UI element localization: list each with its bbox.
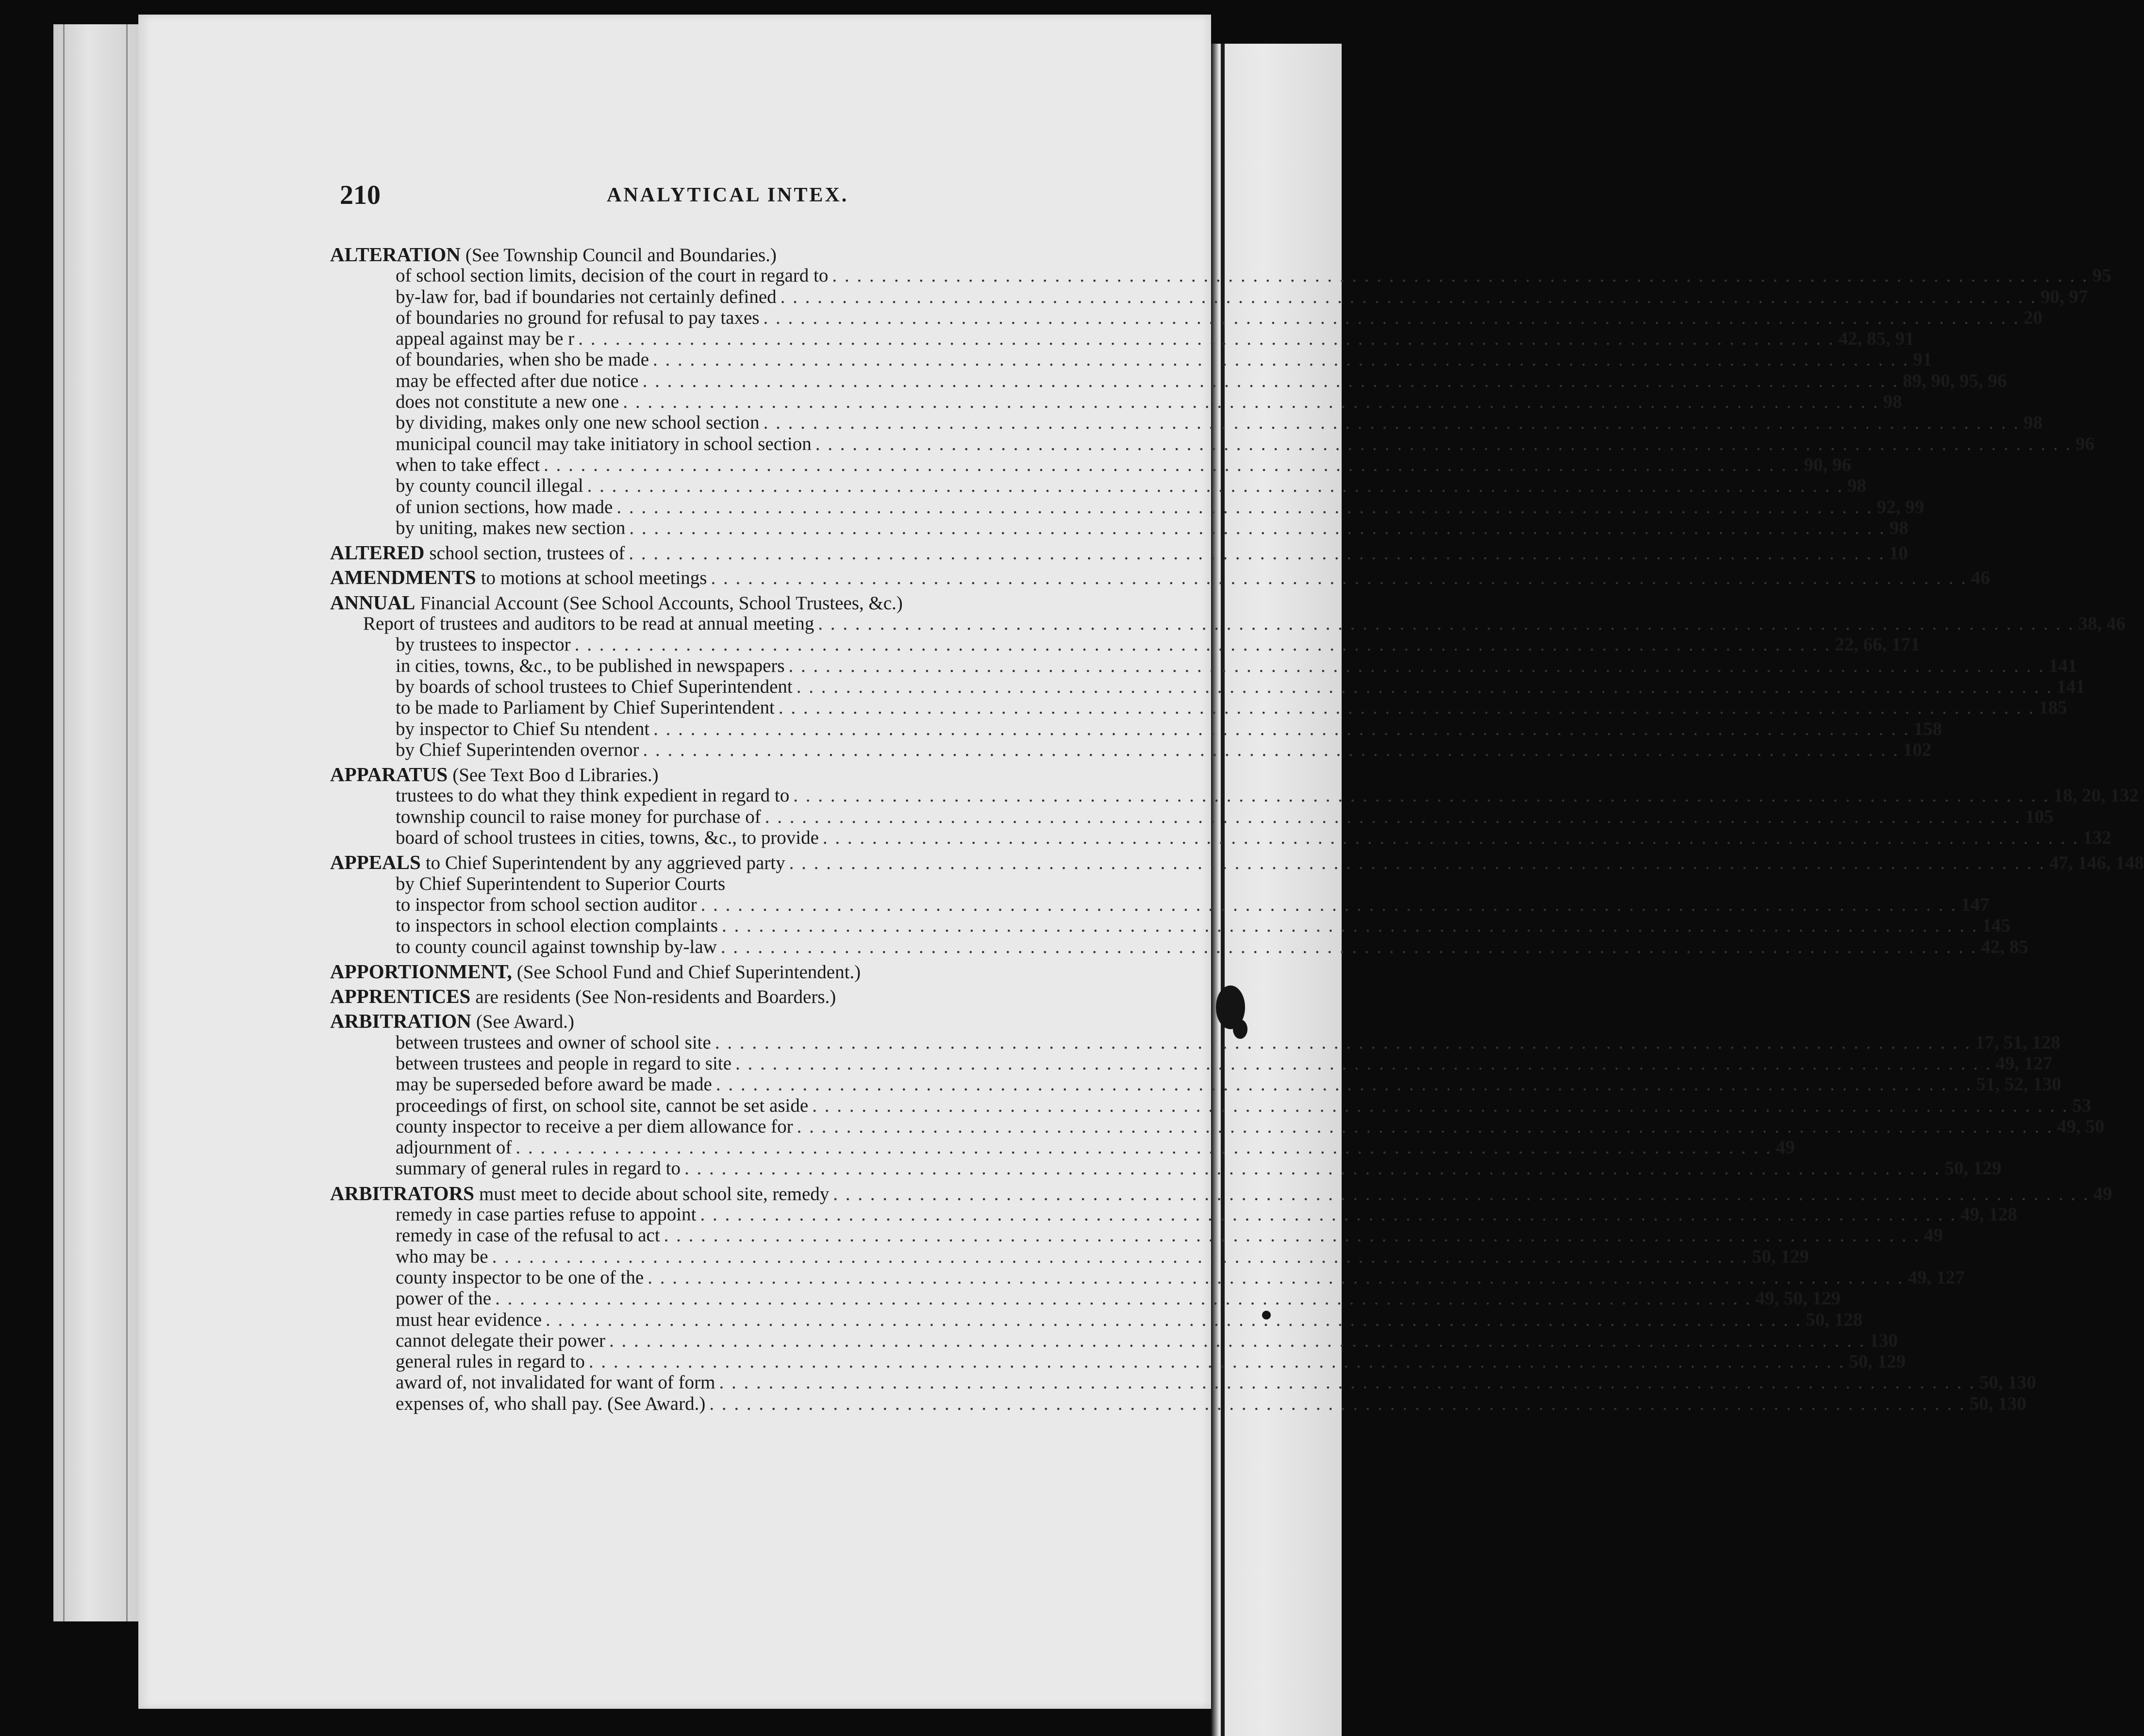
index-subentry — [330, 894, 1990, 915]
page-references: 42, 85, 91 — [1838, 328, 1914, 350]
entry-text: by-law for, bad if boundaries not certainly defined — [396, 286, 777, 307]
entry-text: remedy in case of the refusal to act — [396, 1225, 660, 1246]
page-references: 17, 51, 128 — [1975, 1032, 2061, 1053]
index-entry — [330, 566, 1990, 589]
dot-leader — [735, 1053, 1992, 1074]
entry-term: AMENDMENTS — [330, 566, 476, 589]
entry-text: by trustees to inspector — [396, 634, 571, 655]
dot-leader — [823, 827, 2079, 848]
index-subentry — [330, 1246, 1809, 1267]
page-references: 96 — [2075, 433, 2094, 454]
page-references: 50, 130 — [1969, 1393, 2027, 1414]
entry-term: ALTERATION — [330, 243, 461, 266]
index-subentry — [330, 1288, 1841, 1309]
index-subentry — [330, 1095, 2092, 1116]
index-subentry — [330, 1032, 2061, 1053]
dot-leader — [789, 655, 2045, 676]
dot-leader — [648, 1267, 1904, 1288]
entry-term: ARBITRATORS — [330, 1182, 474, 1204]
entry-text: are residents (See Non-residents and Boarders.) — [475, 986, 836, 1008]
dot-leader — [589, 1351, 1845, 1372]
index-subentry — [330, 265, 2111, 286]
dot-leader — [629, 517, 1885, 538]
page-references: 147 — [1961, 894, 1990, 915]
dot-leader — [609, 1330, 1865, 1351]
index-entry — [330, 541, 1908, 564]
entry-term: ANNUAL — [330, 591, 416, 614]
index-subentry — [330, 475, 1866, 497]
entry-text: of union sections, how made — [396, 496, 613, 517]
entry-text: expenses of, who shall pay. (See Award.) — [396, 1393, 706, 1414]
entry-text: remedy in case parties refuse to appoint — [396, 1204, 697, 1225]
dot-leader — [797, 676, 2053, 697]
page-references: 158 — [1913, 718, 1942, 739]
page-references: 89, 90, 95, 96 — [1902, 370, 2007, 391]
dot-leader — [701, 894, 1957, 915]
index-subentry — [330, 676, 2085, 697]
page-references: 22, 66, 171 — [1834, 634, 1920, 655]
index-subentry — [330, 827, 2111, 849]
index-subentry — [330, 349, 1932, 370]
entry-text: (See Township Council and Boundaries.) — [465, 245, 777, 266]
entry-text: does not constitute a new one — [396, 391, 619, 413]
index-subentry — [330, 1267, 1965, 1288]
index-subentry — [330, 496, 1925, 517]
dot-leader — [684, 1158, 1941, 1179]
entry-text: proceedings of first, on school site, cannot be set aside — [396, 1095, 809, 1116]
entry-text: to Chief Superintendent by any aggrieved party — [425, 852, 785, 874]
index-subentry — [330, 517, 1909, 538]
page-references: 130 — [1869, 1330, 1898, 1351]
index-subentry — [330, 1393, 2027, 1414]
entry-text: award of, not invalidated for want of form — [396, 1372, 715, 1393]
page-references: 47, 146, 148 — [2049, 852, 2144, 874]
entry-text: who may be — [396, 1246, 488, 1267]
page-references: 145 — [1982, 915, 2011, 936]
dot-leader — [815, 434, 2072, 454]
dot-leader — [653, 349, 1909, 370]
entry-term: ALTERED — [330, 541, 425, 564]
dot-leader — [711, 568, 1967, 588]
page-references: 49 — [2093, 1183, 2112, 1204]
entry-text: to motions at school meetings — [481, 568, 707, 589]
page-references: 95 — [2092, 265, 2111, 286]
dot-leader — [716, 1074, 1972, 1095]
entry-text: between trustees and owner of school site — [396, 1032, 711, 1053]
page-references: 185 — [2039, 697, 2067, 718]
dot-leader — [643, 739, 1899, 760]
index-subentry — [330, 1158, 2002, 1179]
index-entry — [330, 986, 1073, 1007]
dot-leader — [575, 634, 1831, 655]
index-subentry — [330, 1204, 2017, 1225]
page-references: 90, 97 — [2040, 286, 2088, 307]
page-references: 98 — [2023, 412, 2043, 434]
index-subentry — [330, 634, 1920, 655]
index-subentry — [330, 412, 2043, 434]
dot-leader — [643, 370, 1899, 391]
entry-text: power of the — [396, 1288, 492, 1309]
dot-leader — [812, 1095, 2068, 1116]
index-entry — [330, 592, 1073, 613]
page-references: 102 — [1903, 739, 1932, 760]
entry-text: to inspectors in school election complaints — [396, 915, 718, 936]
dot-leader — [721, 936, 1977, 957]
page-references: 53 — [2072, 1095, 2092, 1116]
entry-text: summary of general rules in regard to — [396, 1158, 681, 1179]
dot-leader — [492, 1246, 1748, 1267]
index-subentry — [330, 1116, 2105, 1137]
entry-text: must hear evidence — [396, 1309, 542, 1330]
index-subentry — [330, 1137, 1795, 1158]
entry-text: when to take effect — [396, 454, 540, 475]
entry-text: cannot delegate their power — [396, 1330, 606, 1351]
index-subentry — [330, 433, 2094, 454]
entry-text: (See Text Boo d Libraries.) — [452, 765, 659, 786]
entry-text: may be superseded before award be made — [396, 1074, 712, 1095]
page-references: 49, 127 — [1908, 1267, 1965, 1288]
page-references: 18, 20, 132 — [2053, 785, 2139, 806]
page-references: 92, 99 — [1877, 496, 1925, 517]
index-subentry — [330, 286, 2088, 307]
index-subentry — [330, 1330, 1898, 1351]
index-subentry — [330, 454, 1851, 475]
page-references: 98 — [1889, 517, 1909, 538]
page-references: 98 — [1883, 391, 1902, 413]
page-references: 49, 50, 129 — [1755, 1288, 1841, 1309]
dot-leader — [719, 1372, 1975, 1393]
page-references: 51, 52, 130 — [1976, 1074, 2061, 1095]
left-page-edge — [53, 24, 141, 1621]
entry-text: county inspector to be one of the — [396, 1267, 644, 1288]
entry-text: board of school trustees in cities, towns, &c., to provide — [396, 827, 819, 849]
page-references: 141 — [2048, 655, 2078, 676]
page-references: 98 — [1847, 475, 1866, 497]
entry-text: county inspector to receive a per diem allowance for — [396, 1116, 793, 1137]
index-subentry — [330, 739, 1932, 760]
entry-text: Report of trustees and auditors to be read at annual meeting — [363, 613, 814, 634]
entry-text: municipal council may take initiatory in school section — [396, 433, 812, 454]
entry-text: to be made to Parliament by Chief Superintendent — [396, 697, 775, 718]
page-references: 50, 129 — [1752, 1246, 1809, 1267]
index-entry — [330, 244, 1073, 265]
entry-text: of boundaries no ground for refusal to pay taxes — [396, 307, 760, 328]
index-subentry — [330, 1225, 1943, 1246]
entry-text: township council to raise money for purchase of — [396, 806, 761, 827]
entry-term: APPARATUS — [330, 763, 448, 786]
dot-leader — [623, 391, 1879, 412]
entry-term: ARBITRATION — [330, 1010, 471, 1033]
index-list — [330, 240, 2144, 1414]
dot-leader — [515, 1137, 1772, 1158]
entry-term: APPRENTICES — [330, 985, 471, 1008]
entry-text: of school section limits, decision of the court in regard to — [396, 265, 829, 286]
index-entry — [330, 851, 2144, 874]
entry-text: by boards of school trustees to Chief Superintendent — [396, 676, 793, 697]
dot-leader — [781, 286, 2037, 307]
page-references: 10 — [1889, 543, 1908, 564]
entry-text: to inspector from school section auditor — [396, 894, 697, 915]
entry-text: trustees to do what they think expedient in regard to — [396, 785, 790, 806]
entry-text: to county council against township by-law — [396, 936, 717, 957]
entry-term: APPORTIONMENT, — [330, 960, 512, 983]
dot-leader — [765, 806, 2021, 827]
dot-leader — [832, 265, 2088, 286]
dot-leader — [789, 852, 2045, 873]
dot-leader — [578, 328, 1834, 349]
dot-leader — [709, 1393, 1965, 1414]
dot-leader — [763, 307, 2019, 328]
entry-text: general rules in regard to — [396, 1351, 585, 1372]
page-references: 49, 127 — [1995, 1052, 2053, 1074]
page-references: 38, 46 — [2078, 613, 2126, 634]
page-references: 42, 85 — [1981, 936, 2028, 957]
index-subentry — [330, 613, 2126, 634]
index-subentry — [330, 370, 2007, 391]
dot-leader — [833, 1184, 2089, 1204]
index-subentry — [330, 1372, 2036, 1393]
dot-leader — [653, 718, 1910, 739]
index-subentry — [330, 328, 1914, 350]
dot-leader — [495, 1288, 1751, 1309]
dot-leader — [587, 475, 1844, 496]
index-subentry — [330, 936, 2028, 957]
page-references: 132 — [2083, 827, 2111, 849]
index-subentry — [330, 718, 1942, 739]
entry-text: by Chief Superintenden overnor — [396, 739, 639, 760]
page-references: 50, 129 — [1849, 1351, 1906, 1372]
page-references: 90, 96 — [1804, 454, 1851, 475]
page-references: 49 — [1776, 1137, 1795, 1158]
index-subentry — [330, 785, 2139, 806]
entry-text: must meet to decide about school site, remedy — [479, 1183, 830, 1204]
entry-text: in cities, towns, &c., to be published in newspapers — [396, 655, 785, 676]
dot-leader — [779, 697, 2035, 718]
page-references: 50, 129 — [1945, 1158, 2002, 1179]
dot-leader — [664, 1225, 1920, 1246]
index-subentry — [330, 873, 1073, 894]
index-entry — [330, 1182, 2112, 1204]
entry-term: APPEALS — [330, 851, 421, 874]
dot-leader — [793, 785, 2049, 806]
entry-text: adjournment of — [396, 1137, 512, 1158]
index-subentry — [330, 1351, 1906, 1372]
page-header — [340, 180, 1068, 228]
page-references: 50, 130 — [1979, 1372, 2036, 1393]
index-subentry — [330, 697, 2067, 718]
entry-text: (See School Fund and Chief Superintendent.) — [516, 961, 861, 983]
page-references: 141 — [2057, 676, 2085, 697]
index-subentry — [330, 915, 2011, 936]
entry-text: between trustees and people in regard to site — [396, 1052, 732, 1074]
index-subentry — [330, 1052, 2053, 1074]
entry-text: by uniting, makes new section — [396, 517, 626, 538]
page-references: 91 — [1913, 349, 1932, 370]
page-references: 49 — [1924, 1225, 1943, 1246]
dot-leader — [616, 497, 1873, 517]
entry-text: by county council illegal — [396, 475, 583, 497]
entry-text: school section, trustees of — [429, 543, 625, 564]
page-number: 210 — [340, 180, 381, 210]
entry-text: of boundaries, when sho be made — [396, 349, 649, 370]
index-entry — [330, 1011, 1073, 1032]
entry-text: by Chief Superintendent to Superior Courts — [396, 873, 726, 894]
dot-leader — [544, 454, 1800, 475]
index-subentry — [330, 1074, 2061, 1095]
entry-text: by inspector to Chief Su ntendent — [396, 718, 650, 739]
entry-text: (See Award.) — [476, 1011, 575, 1033]
dot-leader — [546, 1309, 1802, 1330]
dot-leader — [797, 1116, 2053, 1137]
page-references: 49, 128 — [1960, 1204, 2017, 1225]
index-entry — [330, 961, 1073, 982]
index-subentry — [330, 806, 2054, 827]
index-subentry — [330, 391, 1902, 413]
index-subentry — [330, 307, 2043, 328]
page-references: 105 — [2025, 806, 2054, 827]
entry-text: by dividing, makes only one new school section — [396, 412, 760, 434]
dot-leader — [818, 613, 2074, 634]
entry-text: Financial Account (See School Accounts, School Trustees, &c.) — [420, 592, 903, 614]
page-references: 50, 128 — [1806, 1309, 1863, 1330]
entry-text: may be effected after due notice — [396, 370, 639, 391]
dot-leader — [764, 412, 2020, 433]
dot-leader — [629, 543, 1885, 564]
dot-leader — [700, 1204, 1956, 1225]
index-subentry — [330, 1309, 1863, 1330]
page-references: 49, 50 — [2057, 1116, 2105, 1137]
dot-leader — [715, 1032, 1971, 1053]
index-entry — [330, 764, 1073, 785]
page-references: 46 — [1971, 568, 1990, 589]
index-subentry — [330, 655, 2078, 676]
running-head: ANALYTICAL INTEX. — [607, 184, 849, 206]
page-references: 20 — [2023, 307, 2043, 328]
entry-text: appeal against may be r — [396, 328, 575, 350]
dot-leader — [722, 915, 1978, 936]
